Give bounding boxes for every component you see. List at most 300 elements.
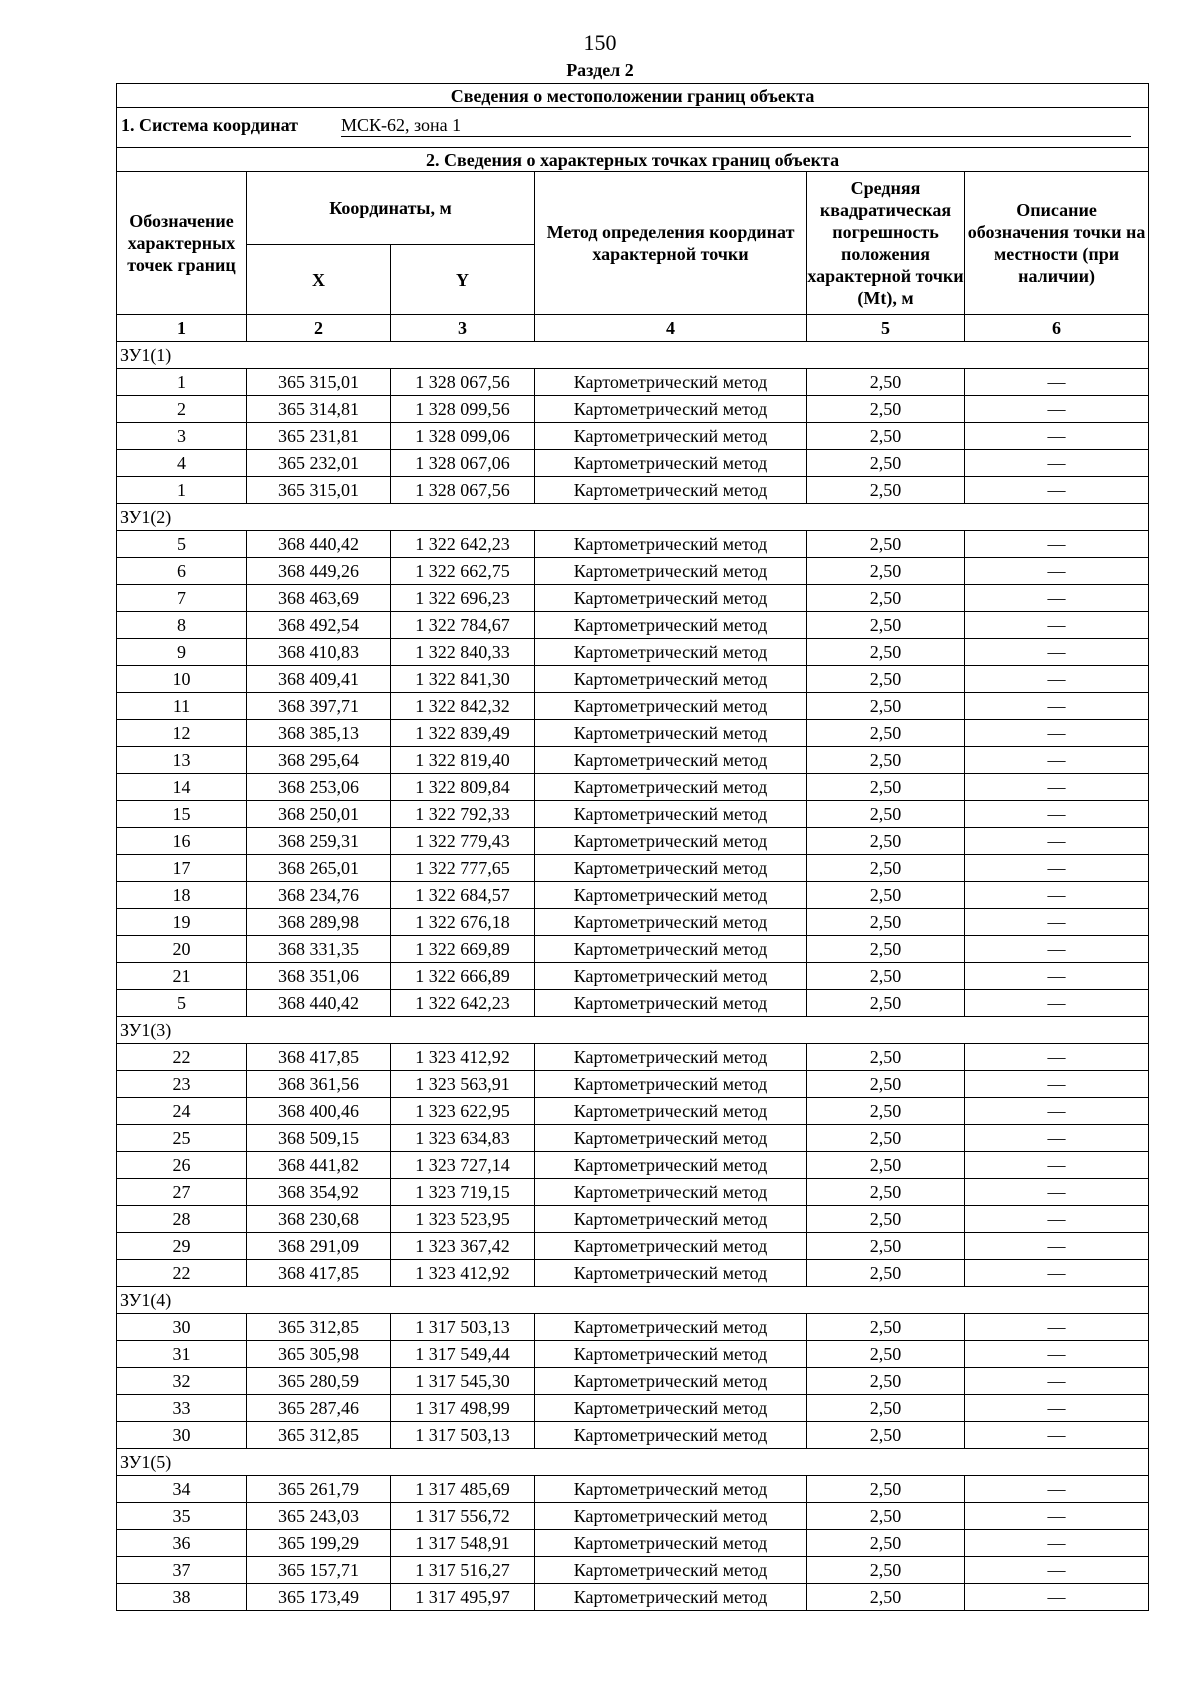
point-number-cell: 21 <box>117 963 247 990</box>
column-number: 5 <box>807 315 965 342</box>
method-cell: Картометрический метод <box>535 585 807 612</box>
x-coordinate-cell: 368 449,26 <box>247 558 391 585</box>
group-name: ЗУ1(5) <box>117 1449 1149 1476</box>
y-coordinate-cell: 1 322 662,75 <box>391 558 535 585</box>
section-title: Раздел 2 <box>566 60 634 80</box>
y-coordinate-cell: 1 317 495,97 <box>391 1584 535 1611</box>
x-coordinate-cell: 365 199,29 <box>247 1530 391 1557</box>
table-row <box>117 1233 1149 1260</box>
header-error: Средняя квадратическая погрешность положения характерной точки (Mt), м <box>807 172 965 315</box>
method-cell: Картометрический метод <box>535 1179 807 1206</box>
y-coordinate-cell: 1 322 784,67 <box>391 612 535 639</box>
error-cell: 2,50 <box>807 585 965 612</box>
table-row <box>117 1584 1149 1611</box>
method-cell: Картометрический метод <box>535 396 807 423</box>
point-number-cell: 25 <box>117 1125 247 1152</box>
description-cell: — <box>965 1179 1149 1206</box>
description-cell: — <box>965 639 1149 666</box>
y-coordinate-cell: 1 322 841,30 <box>391 666 535 693</box>
point-number-cell: 19 <box>117 909 247 936</box>
y-coordinate-cell: 1 317 516,27 <box>391 1557 535 1584</box>
point-number-cell: 5 <box>117 990 247 1017</box>
header-description: Описание обозначения точки на местности (при наличии) <box>965 172 1149 315</box>
table-row <box>117 477 1149 504</box>
error-cell: 2,50 <box>807 909 965 936</box>
error-cell: 2,50 <box>807 1584 965 1611</box>
description-cell: — <box>965 1233 1149 1260</box>
y-coordinate-cell: 1 317 485,69 <box>391 1476 535 1503</box>
description-cell: — <box>965 423 1149 450</box>
table-row <box>117 1476 1149 1503</box>
table-row <box>117 639 1149 666</box>
x-coordinate-cell: 368 441,82 <box>247 1152 391 1179</box>
table-row <box>117 1341 1149 1368</box>
method-cell: Картометрический метод <box>535 531 807 558</box>
point-number-cell: 8 <box>117 612 247 639</box>
y-coordinate-cell: 1 323 622,95 <box>391 1098 535 1125</box>
point-number-cell: 12 <box>117 720 247 747</box>
method-cell: Картометрический метод <box>535 1206 807 1233</box>
method-cell: Картометрический метод <box>535 882 807 909</box>
x-coordinate-cell: 368 440,42 <box>247 990 391 1017</box>
method-cell: Картометрический метод <box>535 828 807 855</box>
x-coordinate-cell: 368 509,15 <box>247 1125 391 1152</box>
method-cell: Картометрический метод <box>535 801 807 828</box>
error-cell: 2,50 <box>807 855 965 882</box>
error-cell: 2,50 <box>807 531 965 558</box>
method-cell: Картометрический метод <box>535 1125 807 1152</box>
y-coordinate-cell: 1 322 676,18 <box>391 909 535 936</box>
point-number-cell: 1 <box>117 369 247 396</box>
point-number-cell: 4 <box>117 450 247 477</box>
description-cell: — <box>965 1206 1149 1233</box>
x-coordinate-cell: 368 230,68 <box>247 1206 391 1233</box>
point-number-cell: 9 <box>117 639 247 666</box>
description-cell: — <box>965 1071 1149 1098</box>
y-coordinate-cell: 1 322 777,65 <box>391 855 535 882</box>
point-number-cell: 33 <box>117 1395 247 1422</box>
point-number-cell: 17 <box>117 855 247 882</box>
point-number-cell: 24 <box>117 1098 247 1125</box>
x-coordinate-cell: 365 315,01 <box>247 369 391 396</box>
error-cell: 2,50 <box>807 1557 965 1584</box>
header-designation: Обозначение характерных точек границ <box>117 172 247 315</box>
y-coordinate-cell: 1 323 727,14 <box>391 1152 535 1179</box>
y-coordinate-cell: 1 328 067,56 <box>391 477 535 504</box>
group-name: ЗУ1(4) <box>117 1287 1149 1314</box>
group-row <box>117 1017 1149 1044</box>
y-coordinate-cell: 1 322 669,89 <box>391 936 535 963</box>
table-row <box>117 1206 1149 1233</box>
group-name: ЗУ1(3) <box>117 1017 1149 1044</box>
description-cell: — <box>965 1044 1149 1071</box>
point-number-cell: 31 <box>117 1341 247 1368</box>
table-row <box>117 585 1149 612</box>
description-cell: — <box>965 963 1149 990</box>
y-coordinate-cell: 1 328 099,56 <box>391 396 535 423</box>
point-number-cell: 18 <box>117 882 247 909</box>
method-cell: Картометрический метод <box>535 693 807 720</box>
x-coordinate-cell: 368 259,31 <box>247 828 391 855</box>
method-cell: Картометрический метод <box>535 1584 807 1611</box>
error-cell: 2,50 <box>807 720 965 747</box>
table-row <box>117 882 1149 909</box>
x-coordinate-cell: 368 385,13 <box>247 720 391 747</box>
x-coordinate-cell: 368 354,92 <box>247 1179 391 1206</box>
point-number-cell: 1 <box>117 477 247 504</box>
table-row <box>117 720 1149 747</box>
point-number-cell: 32 <box>117 1368 247 1395</box>
description-cell: — <box>965 693 1149 720</box>
error-cell: 2,50 <box>807 828 965 855</box>
y-coordinate-cell: 1 328 067,56 <box>391 369 535 396</box>
method-cell: Картометрический метод <box>535 1314 807 1341</box>
column-number: 3 <box>391 315 535 342</box>
method-cell: Картометрический метод <box>535 909 807 936</box>
y-coordinate-cell: 1 322 842,32 <box>391 693 535 720</box>
point-number-cell: 35 <box>117 1503 247 1530</box>
x-coordinate-cell: 368 351,06 <box>247 963 391 990</box>
page-number: 150 <box>583 30 617 55</box>
x-coordinate-cell: 368 265,01 <box>247 855 391 882</box>
y-coordinate-cell: 1 322 779,43 <box>391 828 535 855</box>
table-row <box>117 693 1149 720</box>
x-coordinate-cell: 368 289,98 <box>247 909 391 936</box>
point-number-cell: 26 <box>117 1152 247 1179</box>
error-cell: 2,50 <box>807 1260 965 1287</box>
error-cell: 2,50 <box>807 558 965 585</box>
description-cell: — <box>965 1260 1149 1287</box>
error-cell: 2,50 <box>807 1152 965 1179</box>
coord-system-label: 1. Система координат <box>121 114 298 135</box>
method-cell: Картометрический метод <box>535 1260 807 1287</box>
x-coordinate-cell: 368 400,46 <box>247 1098 391 1125</box>
description-cell: — <box>965 396 1149 423</box>
method-cell: Картометрический метод <box>535 1341 807 1368</box>
method-cell: Картометрический метод <box>535 1476 807 1503</box>
y-coordinate-cell: 1 322 819,40 <box>391 747 535 774</box>
point-number-cell: 5 <box>117 531 247 558</box>
method-cell: Картометрический метод <box>535 1530 807 1557</box>
error-cell: 2,50 <box>807 1503 965 1530</box>
table-row <box>117 1395 1149 1422</box>
point-number-cell: 27 <box>117 1179 247 1206</box>
description-cell: — <box>965 1314 1149 1341</box>
error-cell: 2,50 <box>807 1125 965 1152</box>
boundary-table <box>116 83 1149 1611</box>
y-coordinate-cell: 1 323 412,92 <box>391 1260 535 1287</box>
point-number-cell: 38 <box>117 1584 247 1611</box>
error-cell: 2,50 <box>807 963 965 990</box>
x-coordinate-cell: 365 157,71 <box>247 1557 391 1584</box>
table-row <box>117 1557 1149 1584</box>
x-coordinate-cell: 368 295,64 <box>247 747 391 774</box>
error-cell: 2,50 <box>807 1530 965 1557</box>
x-coordinate-cell: 368 331,35 <box>247 936 391 963</box>
x-coordinate-cell: 368 410,83 <box>247 639 391 666</box>
point-number-cell: 15 <box>117 801 247 828</box>
group-row <box>117 1287 1149 1314</box>
table-row <box>117 1125 1149 1152</box>
table-row <box>117 828 1149 855</box>
description-cell: — <box>965 801 1149 828</box>
table-row <box>117 396 1149 423</box>
table-row <box>117 1503 1149 1530</box>
x-coordinate-cell: 368 397,71 <box>247 693 391 720</box>
error-cell: 2,50 <box>807 1476 965 1503</box>
description-cell: — <box>965 774 1149 801</box>
error-cell: 2,50 <box>807 1395 965 1422</box>
method-cell: Картометрический метод <box>535 747 807 774</box>
description-cell: — <box>965 1098 1149 1125</box>
method-cell: Картометрический метод <box>535 1503 807 1530</box>
table-row <box>117 558 1149 585</box>
point-number-cell: 22 <box>117 1044 247 1071</box>
y-coordinate-cell: 1 328 067,06 <box>391 450 535 477</box>
table-row <box>117 1368 1149 1395</box>
group-row <box>117 504 1149 531</box>
method-cell: Картометрический метод <box>535 963 807 990</box>
method-cell: Картометрический метод <box>535 1044 807 1071</box>
point-number-cell: 10 <box>117 666 247 693</box>
x-coordinate-cell: 365 231,81 <box>247 423 391 450</box>
description-cell: — <box>965 369 1149 396</box>
point-number-cell: 29 <box>117 1233 247 1260</box>
header-x: X <box>247 245 391 315</box>
x-coordinate-cell: 368 417,85 <box>247 1260 391 1287</box>
table-row <box>117 990 1149 1017</box>
method-cell: Картометрический метод <box>535 1422 807 1449</box>
y-coordinate-cell: 1 322 840,33 <box>391 639 535 666</box>
y-coordinate-cell: 1 317 549,44 <box>391 1341 535 1368</box>
x-coordinate-cell: 365 173,49 <box>247 1584 391 1611</box>
description-cell: — <box>965 1152 1149 1179</box>
error-cell: 2,50 <box>807 774 965 801</box>
error-cell: 2,50 <box>807 882 965 909</box>
error-cell: 2,50 <box>807 1368 965 1395</box>
table-title: Сведения о местоположении границ объекта <box>117 84 1149 108</box>
error-cell: 2,50 <box>807 369 965 396</box>
table-row <box>117 1530 1149 1557</box>
description-cell: — <box>965 855 1149 882</box>
coord-system-value: МСК-62, зона 1 <box>341 114 1131 137</box>
x-coordinate-cell: 365 305,98 <box>247 1341 391 1368</box>
description-cell: — <box>965 990 1149 1017</box>
y-coordinate-cell: 1 317 556,72 <box>391 1503 535 1530</box>
point-number-cell: 36 <box>117 1530 247 1557</box>
point-number-cell: 7 <box>117 585 247 612</box>
x-coordinate-cell: 365 280,59 <box>247 1368 391 1395</box>
x-coordinate-cell: 365 287,46 <box>247 1395 391 1422</box>
method-cell: Картометрический метод <box>535 558 807 585</box>
x-coordinate-cell: 365 261,79 <box>247 1476 391 1503</box>
point-number-cell: 3 <box>117 423 247 450</box>
table-row <box>117 1071 1149 1098</box>
header-coordinates: Координаты, м <box>247 172 535 245</box>
description-cell: — <box>965 450 1149 477</box>
table-row <box>117 1260 1149 1287</box>
table-row <box>117 1044 1149 1071</box>
description-cell: — <box>965 558 1149 585</box>
description-cell: — <box>965 1422 1149 1449</box>
method-cell: Картометрический метод <box>535 423 807 450</box>
y-coordinate-cell: 1 322 809,84 <box>391 774 535 801</box>
column-number: 2 <box>247 315 391 342</box>
error-cell: 2,50 <box>807 1179 965 1206</box>
x-coordinate-cell: 368 291,09 <box>247 1233 391 1260</box>
method-cell: Картометрический метод <box>535 639 807 666</box>
table-row <box>117 801 1149 828</box>
point-number-cell: 20 <box>117 936 247 963</box>
x-coordinate-cell: 368 253,06 <box>247 774 391 801</box>
method-cell: Картометрический метод <box>535 1395 807 1422</box>
method-cell: Картометрический метод <box>535 612 807 639</box>
error-cell: 2,50 <box>807 1098 965 1125</box>
column-number: 1 <box>117 315 247 342</box>
method-cell: Картометрический метод <box>535 369 807 396</box>
header-y: Y <box>391 245 535 315</box>
description-cell: — <box>965 612 1149 639</box>
y-coordinate-cell: 1 322 642,23 <box>391 990 535 1017</box>
table-row <box>117 612 1149 639</box>
point-number-cell: 2 <box>117 396 247 423</box>
method-cell: Картометрический метод <box>535 1152 807 1179</box>
method-cell: Картометрический метод <box>535 666 807 693</box>
table-row <box>117 774 1149 801</box>
method-cell: Картометрический метод <box>535 1233 807 1260</box>
error-cell: 2,50 <box>807 801 965 828</box>
y-coordinate-cell: 1 317 503,13 <box>391 1422 535 1449</box>
error-cell: 2,50 <box>807 1422 965 1449</box>
method-cell: Картометрический метод <box>535 990 807 1017</box>
method-cell: Картометрический метод <box>535 1071 807 1098</box>
y-coordinate-cell: 1 317 548,91 <box>391 1530 535 1557</box>
y-coordinate-cell: 1 322 666,89 <box>391 963 535 990</box>
x-coordinate-cell: 368 361,56 <box>247 1071 391 1098</box>
error-cell: 2,50 <box>807 747 965 774</box>
table-row <box>117 1314 1149 1341</box>
method-cell: Картометрический метод <box>535 774 807 801</box>
error-cell: 2,50 <box>807 477 965 504</box>
description-cell: — <box>965 1584 1149 1611</box>
method-cell: Картометрический метод <box>535 1368 807 1395</box>
table-row <box>117 963 1149 990</box>
x-coordinate-cell: 365 314,81 <box>247 396 391 423</box>
error-cell: 2,50 <box>807 1314 965 1341</box>
description-cell: — <box>965 477 1149 504</box>
y-coordinate-cell: 1 323 367,42 <box>391 1233 535 1260</box>
description-cell: — <box>965 1503 1149 1530</box>
point-number-cell: 30 <box>117 1422 247 1449</box>
table-row <box>117 936 1149 963</box>
y-coordinate-cell: 1 323 563,91 <box>391 1071 535 1098</box>
x-coordinate-cell: 368 417,85 <box>247 1044 391 1071</box>
method-cell: Картометрический метод <box>535 450 807 477</box>
description-cell: — <box>965 1125 1149 1152</box>
table-row <box>117 423 1149 450</box>
method-cell: Картометрический метод <box>535 477 807 504</box>
y-coordinate-cell: 1 317 503,13 <box>391 1314 535 1341</box>
y-coordinate-cell: 1 322 792,33 <box>391 801 535 828</box>
description-cell: — <box>965 1476 1149 1503</box>
method-cell: Картометрический метод <box>535 1098 807 1125</box>
error-cell: 2,50 <box>807 1233 965 1260</box>
y-coordinate-cell: 1 328 099,06 <box>391 423 535 450</box>
y-coordinate-cell: 1 322 839,49 <box>391 720 535 747</box>
description-cell: — <box>965 1557 1149 1584</box>
y-coordinate-cell: 1 317 498,99 <box>391 1395 535 1422</box>
error-cell: 2,50 <box>807 990 965 1017</box>
x-coordinate-cell: 368 234,76 <box>247 882 391 909</box>
y-coordinate-cell: 1 317 545,30 <box>391 1368 535 1395</box>
point-number-cell: 11 <box>117 693 247 720</box>
column-number: 4 <box>535 315 807 342</box>
point-number-cell: 13 <box>117 747 247 774</box>
x-coordinate-cell: 365 312,85 <box>247 1314 391 1341</box>
table-row <box>117 1098 1149 1125</box>
description-cell: — <box>965 1368 1149 1395</box>
error-cell: 2,50 <box>807 450 965 477</box>
description-cell: — <box>965 1395 1149 1422</box>
x-coordinate-cell: 365 243,03 <box>247 1503 391 1530</box>
point-number-cell: 34 <box>117 1476 247 1503</box>
point-number-cell: 37 <box>117 1557 247 1584</box>
y-coordinate-cell: 1 323 523,95 <box>391 1206 535 1233</box>
description-cell: — <box>965 1530 1149 1557</box>
point-number-cell: 14 <box>117 774 247 801</box>
y-coordinate-cell: 1 322 684,57 <box>391 882 535 909</box>
table-row <box>117 909 1149 936</box>
description-cell: — <box>965 828 1149 855</box>
table-row <box>117 1152 1149 1179</box>
point-number-cell: 30 <box>117 1314 247 1341</box>
table-row <box>117 1422 1149 1449</box>
description-cell: — <box>965 909 1149 936</box>
point-number-cell: 23 <box>117 1071 247 1098</box>
description-cell: — <box>965 531 1149 558</box>
table-row <box>117 747 1149 774</box>
point-number-cell: 6 <box>117 558 247 585</box>
y-coordinate-cell: 1 323 634,83 <box>391 1125 535 1152</box>
group-row <box>117 1449 1149 1476</box>
error-cell: 2,50 <box>807 396 965 423</box>
description-cell: — <box>965 936 1149 963</box>
table-row <box>117 531 1149 558</box>
x-coordinate-cell: 365 315,01 <box>247 477 391 504</box>
method-cell: Картометрический метод <box>535 1557 807 1584</box>
table-row <box>117 666 1149 693</box>
error-cell: 2,50 <box>807 1071 965 1098</box>
error-cell: 2,50 <box>807 936 965 963</box>
table-row <box>117 369 1149 396</box>
table-row <box>117 1179 1149 1206</box>
description-cell: — <box>965 747 1149 774</box>
x-coordinate-cell: 368 409,41 <box>247 666 391 693</box>
x-coordinate-cell: 368 440,42 <box>247 531 391 558</box>
table-row <box>117 855 1149 882</box>
header-method: Метод определения координат характерной точки <box>535 172 807 315</box>
x-coordinate-cell: 365 312,85 <box>247 1422 391 1449</box>
description-cell: — <box>965 666 1149 693</box>
error-cell: 2,50 <box>807 666 965 693</box>
description-cell: — <box>965 585 1149 612</box>
error-cell: 2,50 <box>807 1044 965 1071</box>
point-number-cell: 16 <box>117 828 247 855</box>
x-coordinate-cell: 365 232,01 <box>247 450 391 477</box>
error-cell: 2,50 <box>807 639 965 666</box>
x-coordinate-cell: 368 463,69 <box>247 585 391 612</box>
error-cell: 2,50 <box>807 612 965 639</box>
